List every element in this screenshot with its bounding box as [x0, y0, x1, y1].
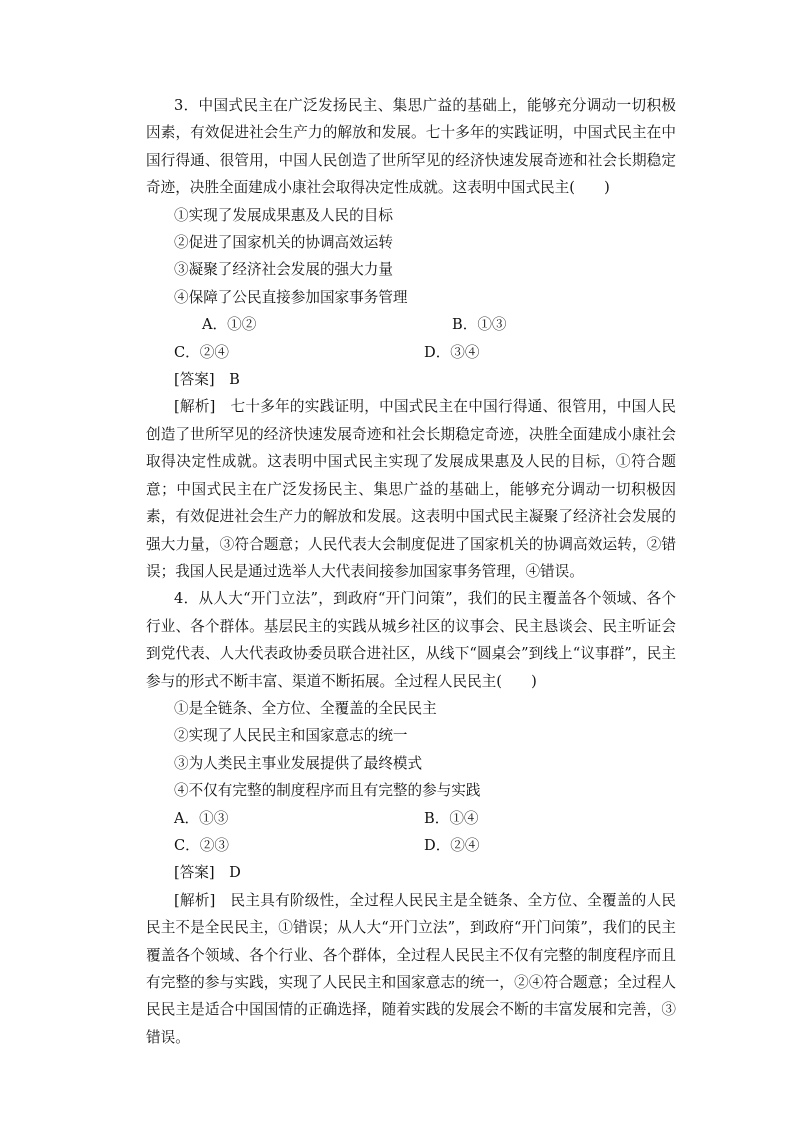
option-item: ②实现了人民民主和国家意志的统一 — [174, 727, 408, 745]
option-item: ③为人类民主事业发展提供了最终模式 — [174, 754, 423, 772]
analysis: [解析] 民主具有阶级性，全过程人民民主是全链条、全方位、全覆盖的人民民主不是全民民主，①错误；从人大“开门立法”，到政府“开门问策”，我们的民主覆盖各个领域、各个行业、各个群体，全过程人民民主不仅有完整的制度程序而且有完整的参与实践，实现了人民民主和国家意志的统一，②④符合题意；全过程人民民主是适合中国国情的正确选择，随着实践的发展会不断的丰富发展和完善，③错误。 — [146, 891, 676, 1046]
choice-row — [146, 339, 676, 366]
question-stem: 4．从人大“开门立法”，到政府“开门问策”，我们的民主覆盖各个领域、各个行业、各个群体。基层民主的实践从城乡社区的议事会、民主恳谈会、民主听证会到党代表、人大代表政协委员联合进社区，从线下“圆桌会”到线上“议事群”，民主参与的形式不断丰富、渠道不断拓展。全过程人民民主( ) — [146, 590, 676, 690]
option-item: ②促进了国家机关的协调高效运转 — [174, 234, 393, 252]
option-item: ④保障了公民直接参加国家事务管理 — [174, 288, 408, 306]
choice-c: C．②④ — [174, 343, 229, 361]
choice-b: B．①③ — [452, 316, 507, 334]
option-item: ①实现了发展成果惠及人民的目标 — [174, 206, 393, 224]
choice-row — [146, 832, 676, 859]
choice-d: D．②④ — [424, 836, 480, 854]
answer: [答案] D — [174, 864, 241, 882]
choice-a: A．①② — [202, 316, 257, 334]
option-item: ①是全链条、全方位、全覆盖的全民民主 — [174, 699, 437, 717]
choice-b: B．①④ — [424, 809, 479, 827]
choice-c: C．②③ — [174, 836, 229, 854]
question-3 — [146, 92, 676, 585]
choice-row — [146, 311, 676, 338]
option-item: ③凝聚了经济社会发展的强大力量 — [174, 261, 393, 279]
option-item: ④不仅有完整的制度程序而且有完整的参与实践 — [174, 782, 481, 800]
analysis: [解析] 七十多年的实践证明，中国式民主在中国行得通、很管用，中国人民创造了世所罕见的经济快速发展奇迹和社会长期稳定奇迹，决胜全面建成小康社会取得决定性成就。这表明中国式民主实现了发展成果惠及人民的目标，①符合题意；中国式民主在广泛发扬民主、集思广益的基础上，能够充分调动一切积极因素，有效促进社会生产力的解放和发展。这表明中国式民主凝聚了经济社会发展的强大力量，③符合题意；人民代表大会制度促进了国家机关的协调高效运转，②错误；我国人民是通过选举人大代表间接参加国家事务管理，④错误。 — [146, 398, 676, 580]
choice-row — [146, 805, 676, 832]
question-stem: 3．中国式民主在广泛发扬民主、集思广益的基础上，能够充分调动一切积极因素，有效促进社会生产力的解放和发展。七十多年的实践证明，中国式民主在中国行得通、很管用，中国人民创造了世所罕见的经济快速发展奇迹和社会长期稳定奇迹，决胜全面建成小康社会取得决定性成就。这表明中国式民主( ) — [146, 97, 676, 197]
answer: [答案] B — [174, 371, 240, 389]
choice-d: D．③④ — [424, 343, 480, 361]
document-page — [146, 92, 676, 1051]
question-4 — [146, 585, 676, 1051]
choice-a: A．①③ — [174, 809, 229, 827]
